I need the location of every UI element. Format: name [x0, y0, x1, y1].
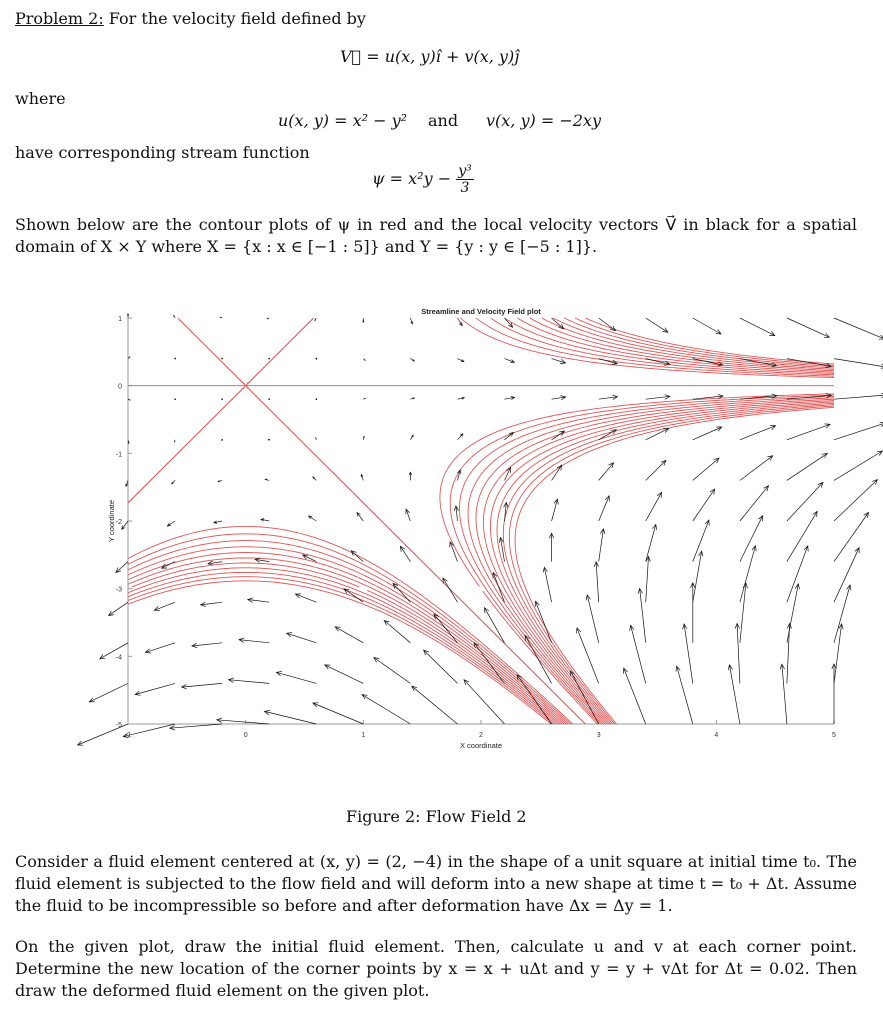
- streamline-velocity-plot: [0, 296, 883, 756]
- velocity-arrow-shaft: [296, 594, 317, 602]
- velocity-arrow-shaft: [834, 359, 883, 367]
- velocity-arrow: [313, 477, 316, 481]
- velocity-arrow-head: [443, 578, 448, 583]
- velocity-arrow: [268, 398, 270, 400]
- velocity-arrow: [192, 643, 222, 648]
- velocity-arrow-dot: [221, 439, 223, 441]
- velocity-arrow: [220, 317, 222, 318]
- velocity-arrow-head: [877, 451, 883, 456]
- velocity-arrow: [363, 359, 365, 361]
- contour-line: [450, 395, 834, 724]
- contour-line: [128, 318, 585, 724]
- velocity-arrow-shaft: [100, 643, 128, 662]
- velocity-arrow-head: [400, 546, 405, 551]
- velocity-arrow-shaft: [787, 482, 823, 521]
- velocity-arrow: [740, 583, 748, 643]
- velocity-arrow: [740, 516, 763, 562]
- velocity-arrow: [834, 451, 882, 480]
- velocity-arrow-shaft: [693, 318, 721, 334]
- velocity-arrow: [646, 318, 668, 332]
- velocity-arrow: [683, 624, 693, 683]
- velocity-arrow-shaft: [787, 453, 827, 480]
- x-tick-label: 2: [479, 732, 483, 739]
- velocity-arrow-shaft: [265, 711, 317, 724]
- velocity-arrow: [599, 496, 610, 521]
- velocity-arrow: [265, 479, 269, 480]
- velocity-arrow: [787, 511, 817, 561]
- velocity-arrow-shaft: [646, 318, 668, 332]
- velocity-arrow: [787, 453, 827, 480]
- velocity-arrow-shaft: [577, 628, 599, 683]
- velocity-arrow: [316, 438, 317, 440]
- velocity-arrow: [638, 589, 646, 643]
- velocity-arrow-head: [109, 611, 114, 616]
- velocity-arrow-shaft: [170, 724, 222, 728]
- velocity-arrow: [693, 458, 719, 480]
- velocity-arrow: [458, 397, 465, 399]
- velocity-arrow: [406, 509, 411, 521]
- velocity-arrow: [594, 562, 599, 602]
- velocity-arrow-dot: [316, 398, 318, 400]
- velocity-arrow-shaft: [154, 602, 175, 610]
- stream-intro: have corresponding stream function: [15, 143, 310, 162]
- contour-line: [476, 399, 834, 724]
- y-tick-label: 1: [118, 316, 122, 323]
- velocity-arrow-shaft: [693, 489, 715, 521]
- y-tick-label: -2: [115, 519, 122, 526]
- velocity-arrow-shaft: [631, 625, 646, 683]
- velocity-arrow-head: [822, 453, 828, 458]
- velocity-arrow: [740, 425, 776, 439]
- velocity-arrow: [543, 567, 552, 602]
- velocity-arrow-shaft: [135, 683, 175, 694]
- velocity-arrow: [740, 318, 775, 336]
- velocity-arrow-shaft: [357, 513, 363, 521]
- velocity-arrow: [552, 465, 562, 480]
- velocity-arrow: [239, 638, 269, 643]
- velocity-arrow-shaft: [787, 624, 790, 684]
- velocity-arrow: [693, 551, 703, 602]
- velocity-arrow: [505, 396, 515, 399]
- where-label: where: [15, 89, 66, 108]
- velocity-arrow: [740, 546, 756, 602]
- velocity-arrow: [458, 434, 463, 440]
- velocity-arrow: [834, 318, 883, 339]
- velocity-arrow-dot: [221, 398, 223, 400]
- velocity-arrow: [693, 427, 722, 440]
- y-tick-label: -4: [115, 654, 122, 662]
- equation-psi: [372, 163, 474, 196]
- velocity-arrow: [410, 398, 414, 399]
- velocity-arrow-dot: [174, 358, 176, 360]
- velocity-arrow: [443, 578, 458, 602]
- velocity-arrow: [780, 664, 787, 724]
- velocity-arrow: [458, 470, 461, 481]
- x-tick-label: 4: [714, 732, 719, 739]
- velocity-arrow: [740, 456, 773, 481]
- velocity-arrow-dot: [316, 358, 318, 360]
- velocity-arrow: [276, 672, 316, 684]
- velocity-arrow: [693, 318, 721, 334]
- velocity-arrow-shaft: [834, 480, 877, 521]
- velocity-arrow: [217, 718, 269, 724]
- velocity-arrow-shaft: [599, 529, 604, 562]
- and-label: and: [428, 111, 459, 130]
- velocity-arrow-shaft: [640, 589, 646, 643]
- velocity-arrow-shaft: [596, 562, 599, 602]
- velocity-arrow-shaft: [787, 318, 829, 337]
- velocity-arrow: [268, 358, 270, 360]
- velocity-arrow-head: [484, 608, 488, 613]
- velocity-arrow: [676, 666, 693, 724]
- velocity-arrow: [549, 533, 554, 561]
- y-tick-label: -1: [115, 451, 122, 459]
- problem-heading: [15, 8, 366, 30]
- velocity-arrow-head: [864, 513, 869, 518]
- velocity-arrow-shaft: [834, 624, 842, 684]
- velocity-arrow-dot: [174, 398, 176, 400]
- velocity-arrow: [454, 506, 458, 521]
- equation-psi-lhs: ψ = x²y −: [372, 169, 452, 188]
- velocity-arrow: [646, 460, 666, 480]
- velocity-arrow: [135, 683, 175, 695]
- y-tick-label: -5: [115, 722, 122, 729]
- velocity-arrow: [261, 519, 269, 522]
- velocity-arrow: [735, 624, 740, 684]
- velocity-arrow-head: [710, 489, 715, 494]
- velocity-arrow: [229, 678, 270, 684]
- velocity-arrow: [335, 627, 363, 643]
- velocity-arrow-shaft: [740, 426, 776, 440]
- velocity-arrow: [100, 643, 128, 662]
- y-tick-label: 0: [118, 383, 122, 391]
- velocity-arrow: [410, 359, 414, 361]
- velocity-arrow: [363, 436, 364, 439]
- velocity-arrow: [172, 480, 175, 484]
- velocity-arrow-shaft: [782, 664, 787, 724]
- velocity-arrow: [577, 628, 599, 683]
- velocity-arrow-shaft: [309, 516, 317, 521]
- velocity-arrow-shaft: [740, 486, 769, 521]
- velocity-arrow: [834, 359, 883, 369]
- velocity-arrow-shaft: [217, 720, 269, 724]
- figure-caption: Figure 2: Flow Field 2: [346, 807, 527, 826]
- velocity-arrow: [267, 318, 269, 319]
- velocity-arrow: [599, 529, 605, 562]
- velocity-arrow: [170, 724, 222, 730]
- velocity-arrow: [834, 393, 883, 399]
- velocity-arrow-shaft: [544, 567, 551, 602]
- velocity-arrow-shaft: [646, 525, 656, 562]
- contour-line: [490, 402, 834, 724]
- velocity-arrow: [410, 435, 413, 440]
- equation-velocity: V⃗ = u(x, y)î + v(x, y)ĵ: [340, 47, 520, 66]
- x-axis-label: X coordinate: [459, 741, 503, 750]
- x-tick-label: 3: [596, 732, 601, 739]
- velocity-arrow-shaft: [335, 627, 363, 643]
- velocity-arrow-shaft: [787, 546, 808, 602]
- velocity-arrow: [504, 503, 509, 522]
- velocity-arrow: [174, 358, 176, 360]
- velocity-arrow: [174, 440, 175, 442]
- velocity-arrow: [182, 683, 223, 689]
- velocity-arrow: [268, 439, 270, 441]
- velocity-arrow: [221, 439, 223, 441]
- velocity-arrow: [154, 602, 175, 610]
- velocity-arrow-shaft: [646, 492, 662, 521]
- velocity-arrow: [127, 314, 128, 318]
- velocity-arrow: [834, 585, 851, 643]
- velocity-vectors: [78, 314, 883, 745]
- velocity-arrow: [834, 480, 877, 521]
- x-tick-label: -1: [124, 732, 132, 739]
- problem-intro: For the velocity field defined by: [108, 9, 366, 28]
- velocity-arrow: [552, 499, 559, 521]
- velocity-arrow: [409, 472, 412, 480]
- velocity-arrow: [834, 513, 869, 562]
- velocity-arrow: [116, 562, 128, 573]
- velocity-arrow: [646, 557, 651, 603]
- velocity-arrow-shaft: [552, 465, 562, 480]
- velocity-arrow: [740, 486, 769, 521]
- velocity-arrow-head: [813, 511, 818, 516]
- instructions-paragraph: On the given plot, draw the initial fluid element. Then, calculate u and v at each corner point. Determine the new location of the corner points by x = x + uΔt and y = y + vΔt for Δt = 0.02. Then draw the deformed fluid element on the given plot.: [15, 937, 857, 1000]
- velocity-arrow: [89, 683, 128, 702]
- velocity-arrow: [646, 525, 657, 562]
- velocity-arrow-shaft: [167, 521, 175, 526]
- velocity-arrow-dot: [268, 358, 270, 360]
- velocity-arrow: [787, 624, 792, 684]
- velocity-arrow-shaft: [276, 672, 316, 683]
- velocity-arrow-shaft: [740, 516, 763, 562]
- velocity-arrow-shaft: [737, 624, 740, 684]
- velocity-arrow: [122, 521, 128, 529]
- velocity-arrow: [363, 318, 364, 322]
- velocity-arrow-shaft: [677, 666, 693, 724]
- velocity-arrow: [325, 665, 364, 684]
- equation-v: v(x, y) = −2xy: [486, 111, 601, 130]
- velocity-arrow-shaft: [646, 460, 666, 480]
- velocity-arrow: [248, 598, 269, 603]
- velocity-arrow: [162, 562, 176, 569]
- velocity-arrow-head: [335, 627, 341, 632]
- velocity-arrow-shaft: [229, 680, 270, 684]
- velocity-arrow-shaft: [834, 318, 883, 339]
- velocity-arrow: [362, 695, 410, 724]
- velocity-arrow: [484, 608, 504, 643]
- velocity-arrow: [505, 359, 515, 363]
- velocity-arrow-shaft: [740, 318, 775, 336]
- velocity-arrow: [316, 398, 318, 400]
- velocity-arrow-head: [267, 318, 268, 319]
- velocity-arrow-shaft: [351, 551, 363, 562]
- velocity-arrow: [174, 316, 175, 319]
- velocity-arrow: [174, 398, 176, 400]
- velocity-arrow-shaft: [787, 424, 830, 440]
- shown-below-paragraph: Shown below are the contour plots of ψ in red and the local velocity vectors V⃗ in black for a spatial domain of X × Y where X = {x : x ∈ [−1 : 5]} and Y = {y : y ∈ [−5 : 1]}.: [15, 215, 857, 256]
- velocity-arrow-shaft: [362, 695, 410, 724]
- velocity-arrow-dot: [268, 439, 270, 441]
- velocity-arrow-shaft: [464, 680, 505, 724]
- velocity-arrow: [363, 398, 365, 399]
- velocity-arrow-shaft: [122, 521, 128, 529]
- velocity-arrow-shaft: [116, 562, 128, 573]
- velocity-arrow-shaft: [325, 665, 364, 684]
- velocity-arrow-shaft: [684, 624, 693, 683]
- velocity-arrow: [787, 318, 829, 337]
- velocity-arrow: [599, 463, 614, 481]
- velocity-arrow-shaft: [587, 595, 599, 643]
- velocity-arrow-shaft: [740, 546, 756, 602]
- velocity-arrow: [410, 318, 412, 324]
- x-tick-label: 1: [361, 732, 366, 739]
- x-tick-label: 0: [243, 732, 248, 739]
- velocity-arrow-head: [129, 399, 130, 400]
- velocity-arrow-shaft: [424, 650, 458, 683]
- velocity-arrow-shaft: [787, 511, 817, 561]
- velocity-arrow-shaft: [443, 578, 458, 602]
- consider-paragraph: Consider a fluid element centered at (x, y) = (2, −4) in the shape of a unit square at initial time t₀. The fluid element is subjected to the flow field and will deform into a new shape at time t = t₀ + Δt. Assume the fluid to be incompressible so before and after deformation have Δx = Δy = 1.: [15, 852, 857, 915]
- velocity-arrow: [221, 358, 223, 360]
- velocity-arrow: [412, 686, 458, 724]
- velocity-arrow: [458, 359, 464, 362]
- velocity-arrow-shaft: [646, 557, 649, 603]
- velocity-arrow-head: [362, 695, 368, 700]
- velocity-arrow-shaft: [834, 395, 883, 399]
- contour-line: [509, 406, 834, 724]
- velocity-arrow: [728, 665, 740, 724]
- contour-line: [440, 394, 834, 724]
- velocity-arrow-head: [374, 658, 379, 663]
- velocity-arrow-shaft: [624, 668, 646, 724]
- velocity-arrow: [623, 668, 645, 724]
- velocity-arrow: [361, 475, 363, 481]
- velocity-arrow-shaft: [693, 458, 719, 480]
- equation-psi-numerator: y³: [458, 163, 472, 179]
- velocity-arrow: [201, 602, 222, 607]
- velocity-arrow: [646, 492, 662, 521]
- velocity-arrow-shaft: [693, 427, 722, 440]
- velocity-arrow-shaft: [146, 643, 176, 653]
- velocity-arrow-shaft: [412, 686, 458, 724]
- stream-function-contours: [128, 318, 834, 724]
- velocity-arrow-shaft: [484, 608, 504, 643]
- velocity-arrow: [313, 703, 363, 724]
- velocity-arrow-head: [663, 328, 668, 333]
- plot-title: Streamline and Velocity Field plot: [421, 307, 541, 316]
- contour-separatrix: [128, 318, 313, 503]
- velocity-arrow-shaft: [162, 562, 176, 569]
- velocity-arrow: [374, 658, 411, 684]
- velocity-arrow: [221, 398, 223, 400]
- velocity-arrow: [552, 359, 566, 364]
- problem-label: Problem 2:: [15, 9, 104, 28]
- velocity-arrow-shaft: [536, 601, 552, 643]
- equation-psi-fraction: [456, 163, 474, 196]
- velocity-arrow: [357, 513, 363, 521]
- velocity-arrow-shaft: [374, 658, 411, 684]
- velocity-arrow: [214, 521, 222, 524]
- velocity-arrow-shaft: [109, 602, 128, 615]
- velocity-arrow: [316, 358, 318, 360]
- velocity-arrow: [834, 624, 843, 684]
- contour-line: [515, 407, 834, 724]
- velocity-arrow: [552, 396, 566, 400]
- velocity-arrow-shaft: [182, 683, 223, 687]
- contour-line: [128, 318, 834, 724]
- y-axis-label: Y coordinate: [107, 500, 116, 542]
- velocity-arrow: [787, 424, 830, 440]
- velocity-arrow: [787, 546, 808, 602]
- velocity-arrow-shaft: [599, 463, 614, 481]
- velocity-arrow: [787, 482, 823, 521]
- velocity-arrow-shaft: [834, 585, 850, 643]
- equation-u: u(x, y) = x² − y²: [278, 111, 408, 130]
- velocity-arrow: [424, 650, 458, 683]
- velocity-arrow: [265, 710, 317, 724]
- x-tick-label: 5: [832, 732, 836, 739]
- velocity-arrow: [586, 595, 599, 643]
- velocity-arrow-shaft: [599, 496, 610, 521]
- velocity-arrow: [146, 643, 176, 653]
- velocity-arrow: [315, 318, 316, 321]
- velocity-arrow: [464, 680, 505, 724]
- velocity-arrow-shaft: [787, 584, 798, 643]
- equation-psi-denominator: 3: [460, 180, 470, 196]
- velocity-arrow-shaft: [740, 456, 773, 481]
- velocity-arrow: [287, 633, 317, 643]
- velocity-arrow: [309, 516, 317, 521]
- velocity-arrow-shaft: [313, 703, 363, 724]
- velocity-arrow: [599, 395, 618, 400]
- velocity-arrow-shaft: [834, 451, 882, 480]
- velocity-arrow: [109, 602, 128, 615]
- velocity-arrow-shaft: [89, 683, 128, 702]
- velocity-arrow: [351, 551, 363, 562]
- contour-line: [468, 398, 834, 724]
- velocity-arrow: [167, 521, 175, 526]
- velocity-arrow: [646, 395, 670, 400]
- velocity-arrow: [834, 422, 883, 439]
- velocity-arrow: [296, 594, 317, 602]
- y-tick-label: -3: [115, 586, 122, 594]
- velocity-arrow: [693, 489, 715, 521]
- velocity-arrow-dot: [268, 398, 270, 400]
- velocity-arrow: [535, 601, 551, 643]
- velocity-arrow-shaft: [730, 665, 740, 724]
- velocity-arrow-shaft: [834, 423, 883, 440]
- velocity-arrow: [218, 480, 222, 481]
- velocity-arrow-shaft: [287, 633, 317, 643]
- velocity-arrow: [630, 625, 646, 683]
- velocity-arrow-dot: [221, 358, 223, 360]
- velocity-arrow-shaft: [834, 513, 869, 562]
